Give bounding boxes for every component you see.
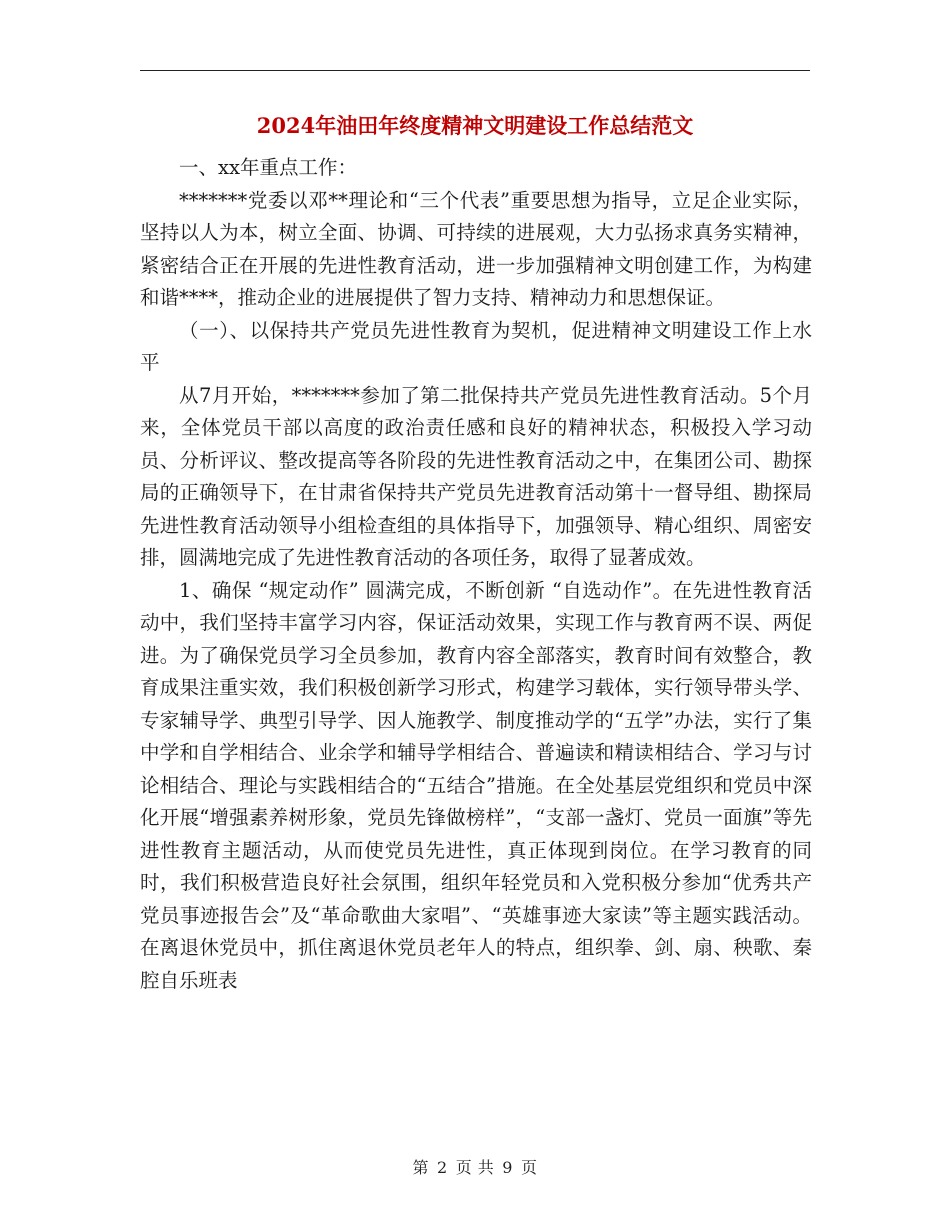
header-rule (140, 70, 810, 71)
total-page-count: 9 (502, 1158, 513, 1177)
current-page-number: 2 (437, 1158, 448, 1177)
page-footer (0, 1155, 950, 1178)
footer-middle: 页 共 (455, 1158, 495, 1177)
document-body (140, 152, 812, 997)
subsection-heading: （一）、以保持共产党员先进性教育为契机，促进精神文明建设工作上水平 (140, 318, 812, 374)
footer-prefix: 第 (412, 1158, 430, 1177)
section-heading: 一、xx年重点工作： (179, 156, 357, 179)
paragraph: 从7月开始，*******参加了第二批保持共产党员先进性教育活动。5个月来，全体党员干部以高度的政治责任感和良好的精神状态，积极投入学习动员、分析评议、整改提高等各阶段的先进性教育活动之中，在集团公司、勘探局的正确领导下，在甘肃省保持共产党员先进教育活动第十一督导组、勘探局先进性教育活动领导小组检查组的具体指导下，加强领导、精心组织、周密安排，圆满地完成了先进性教育活动的各项任务，取得了显著成效。 (140, 383, 812, 569)
footer-suffix: 页 (520, 1158, 538, 1177)
paragraph: *******党委以邓**理论和“三个代表”重要思想为指导，立足企业实际，坚持以人为本，树立全面、协调、可持续的进展观，大力弘扬求真务实精神，紧密结合正在开展的先进性教育活动，进一步加强精神文明创建工作，为构建和谐****，推动企业的进展提供了智力支持、精神动力和思想保证。 (140, 188, 812, 309)
paragraph: 1、确保 “规定动作” 圆满完成，不断创新 “自选动作”。在先进性教育活动中，我们坚持丰富学习内容，保证活动效果，实现工作与教育两不误、两促进。为了确保党员学习全员参加，教育内容全部落实，教育时间有效整合，教育成果注重实效，我们积极创新学习形式，构建学习载体，实行领导带头学、专家辅导学、典型引导学、因人施教学、制度推动学的“五学”办法，实行了集中学和自学相结合、业余学和辅导学相结合、普遍读和精读相结合、学习与讨论相结合、理论与实践相结合的“五结合”措施。在全处基层党组织和党员中深化开展“增强素养树形象，党员先锋做榜样”，“支部一盏灯、党员一面旗”等先进性教育主题活动，从而使党员先进性，真正体现到岗位。在学习教育的同时，我们积极营造良好社会氛围，组织年轻党员和入党积极分参加“优秀共产党员事迹报告会”及“革命歌曲大家唱”、“英雄事迹大家读”等主题实践活动。在离退休党员中，抓住离退休党员老年人的特点，组织拳、剑、扇、秧歌、秦腔自乐班表 (140, 578, 812, 992)
document-title: 2024年油田年终度精神文明建设工作总结范文 (256, 113, 694, 138)
